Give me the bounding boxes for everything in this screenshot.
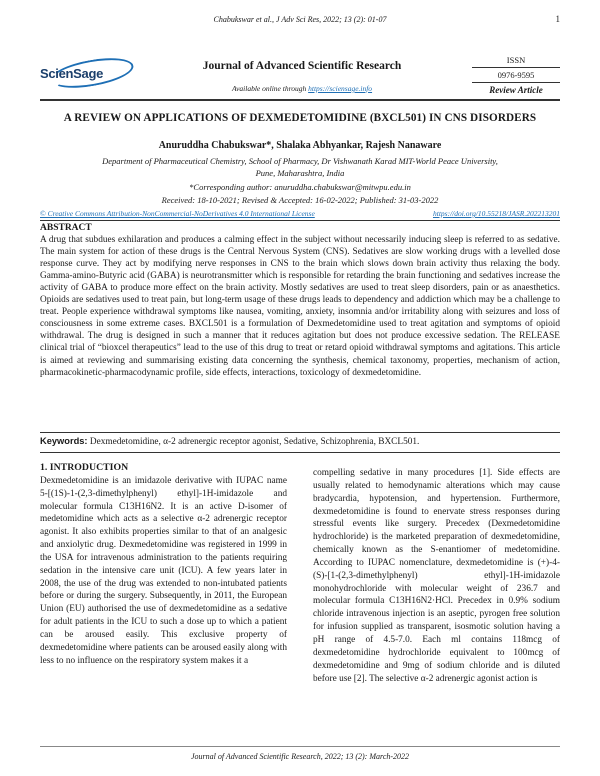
- abstract-divider: [40, 432, 560, 433]
- corresponding-author: *Corresponding author: anuruddha.chabukswar@mitwpu.edu.in: [189, 182, 411, 192]
- intro-left-text: Dexmedetomidine is an imidazole derivative with IUPAC name 5-[(1S)-1-(2,3-dimethylphenyl) ethyl]-1H-imidazole and molecular formula C13H16N2. It is an active D-isomer of medetomidine which acts as a selective α-2 adrenergic receptor agonist. It also exhibits properties similar to that of an analgesic and anxiolytic drug. Dexmedetomidine was registered in 1999 in the USA for intravenous administration to the patients requiring sedation in the intensive care unit (ICU). A few years later in 2008, the use of the drug was extended to non-intubated patients before or during the surgery. Subsequently, in 2011, the European Union (EU) authorised the use of dexmedetomidine as a sedative for adult patients in the ICU to such a dose up to which a patient can be aroused easily. This exclusive property of dexmedetomidine where patients can be aroused easily along with less to no influence on the respiratory system makes it a: [40, 475, 287, 666]
- sciensage-logo: [40, 58, 152, 94]
- page-footer: Journal of Advanced Scientific Research, 2022; 13 (2): March-2022: [190, 752, 410, 761]
- journal-website-link[interactable]: https://sciensage.info: [308, 84, 373, 93]
- keywords-text: Dexmedetomidine, α-2 adrenergic receptor agonist, Sedative, Schizophrenia, BXCL501.: [89, 437, 420, 447]
- intro-right-text: compelling sedative in many procedures [1]. Side effects are usually related to hemodynamic alterations which may cause bradycardia, hypotension, and hypertension. Furthermore, dexmedetomidine is found to enervate stress responses during stressful events like surgery. Precedex (Dexmedetomidine hydrochloride) is the marketed preparation of dexmedetomidine, chemically known as the S-enantiomer of medetomidine. According to IUPAC nomenclature, dexmedetomidine is (+)-4-(S)-[1-(2,3-dimethylphenyl) ethyl]-1H-imidazole monohydrochloride with molecular weight of 236.7 and molecular formula C13H16N2·HCl. Precedex in 0.9% sodium chloride intravenous injection is an aseptic, pyrogen free solution for infusion supplied as transparent, isosmotic solution having a pH range of 4.5-7.0. Each ml contains 118mcg of dexmedetomidine hydrochloride equivalent to 100mcg of dexmedetomidine and 9mg of sodium chloride and is diluted before use [2]. The selective α-2 adrenergic agonist action is: [313, 468, 560, 684]
- license-link[interactable]: © Creative Commons Attribution-NonCommercial-NoDerivatives 4.0 International License: [40, 209, 315, 218]
- section-heading: 1. INTRODUCTION: [40, 462, 129, 473]
- footer-divider: [40, 746, 560, 747]
- license-divider: [40, 220, 560, 221]
- availability-prefix: Available online through: [231, 84, 309, 93]
- abstract-text: A drug that subdues exhilaration and produces a calming effect in the subject without necessarily inducing sleep is referred to as sedative. The main system for action of these drugs is the Central Nervous System (CNS). Sedatives are slow working drugs with a levelled dose response curve. They act by modifying nerve responses in CNS to the brain which slows down brain activity thus relaxing the body. Gamma-amino-Butyric acid (GABA) is neurotransmitter which is responsible for retarding the brain functioning and sedatives increase the activity of GABA to produce more effect on the brain activity. Mostly sedatives are used to treat sleep disorders, pain or as anaesthetics. Opioids are sedatives used to treat pain, but long-term usage of these drugs leads to dependency and addiction which may be a challenge to treat. People experience withdrawal symptoms like nausea, vomiting, anxiety, insomnia and/or irritability along with seizures and loss of consciousness in some extreme cases. BXCL501 is a formulation of Dexmedetomidine used to treat agitation and symptoms of opioid withdrawal. The drug is designed in such a manner that it reduces agitation but does not produce excessive sedation. The RELEASE clinical trial of “bioxcel therapeutics” lead to the use of this drug to treat or retard opioid withdrawal symptoms and agitations. This article is aimed at reviewing and summarising existing data concerning the synthesis, chemical taxonomy, properties, mechanism of action, pharmacokinetic-pharmacodynamic profile, side effects, interactions, toxicology of dexmedetomidine.: [40, 235, 560, 378]
- left-column: [40, 462, 287, 668]
- article-title: A REVIEW ON APPLICATIONS OF DEXMEDETOMIDINE (BXCL501) IN CNS DISORDERS: [63, 112, 537, 124]
- affiliation-line: Department of Pharmaceutical Chemistry, School of Pharmacy, Dr Vishwanath Karad MIT-World Peace University,: [102, 156, 498, 166]
- article-dates: Received: 18-10-2021; Revised & Accepted: 16-02-2022; Published: 31-03-2022: [161, 195, 439, 205]
- keywords-label: Keywords:: [40, 436, 88, 446]
- doi-link[interactable]: https://doi.org/10.55218/JASR.202213201: [432, 209, 560, 218]
- right-column: [313, 467, 560, 685]
- header-divider: [40, 99, 560, 101]
- page-number: 1: [555, 14, 560, 24]
- license-row: [40, 209, 560, 218]
- availability-line: [152, 84, 452, 93]
- article-type: Review Article: [489, 85, 543, 95]
- journal-title: Journal of Advanced Scientific Research: [202, 60, 402, 72]
- issn-number: 0976-9595: [472, 68, 560, 83]
- authors: Anuruddha Chabukswar*, Shalaka Abhyankar, Rajesh Nanaware: [158, 140, 442, 151]
- running-head: Chabukswar et al., J Adv Sci Res, 2022; 13 (2): 01-07: [213, 15, 387, 24]
- abstract-heading: ABSTRACT: [40, 223, 92, 233]
- keywords-divider: [40, 452, 560, 453]
- logo-text: ScienSage: [40, 66, 104, 81]
- issn-box: [472, 53, 560, 97]
- affiliation-line: Pune, Maharashtra, India: [255, 168, 345, 178]
- keywords: [40, 436, 560, 447]
- issn-label: ISSN: [472, 53, 560, 68]
- abstract: [40, 222, 560, 379]
- affiliation: [40, 155, 560, 179]
